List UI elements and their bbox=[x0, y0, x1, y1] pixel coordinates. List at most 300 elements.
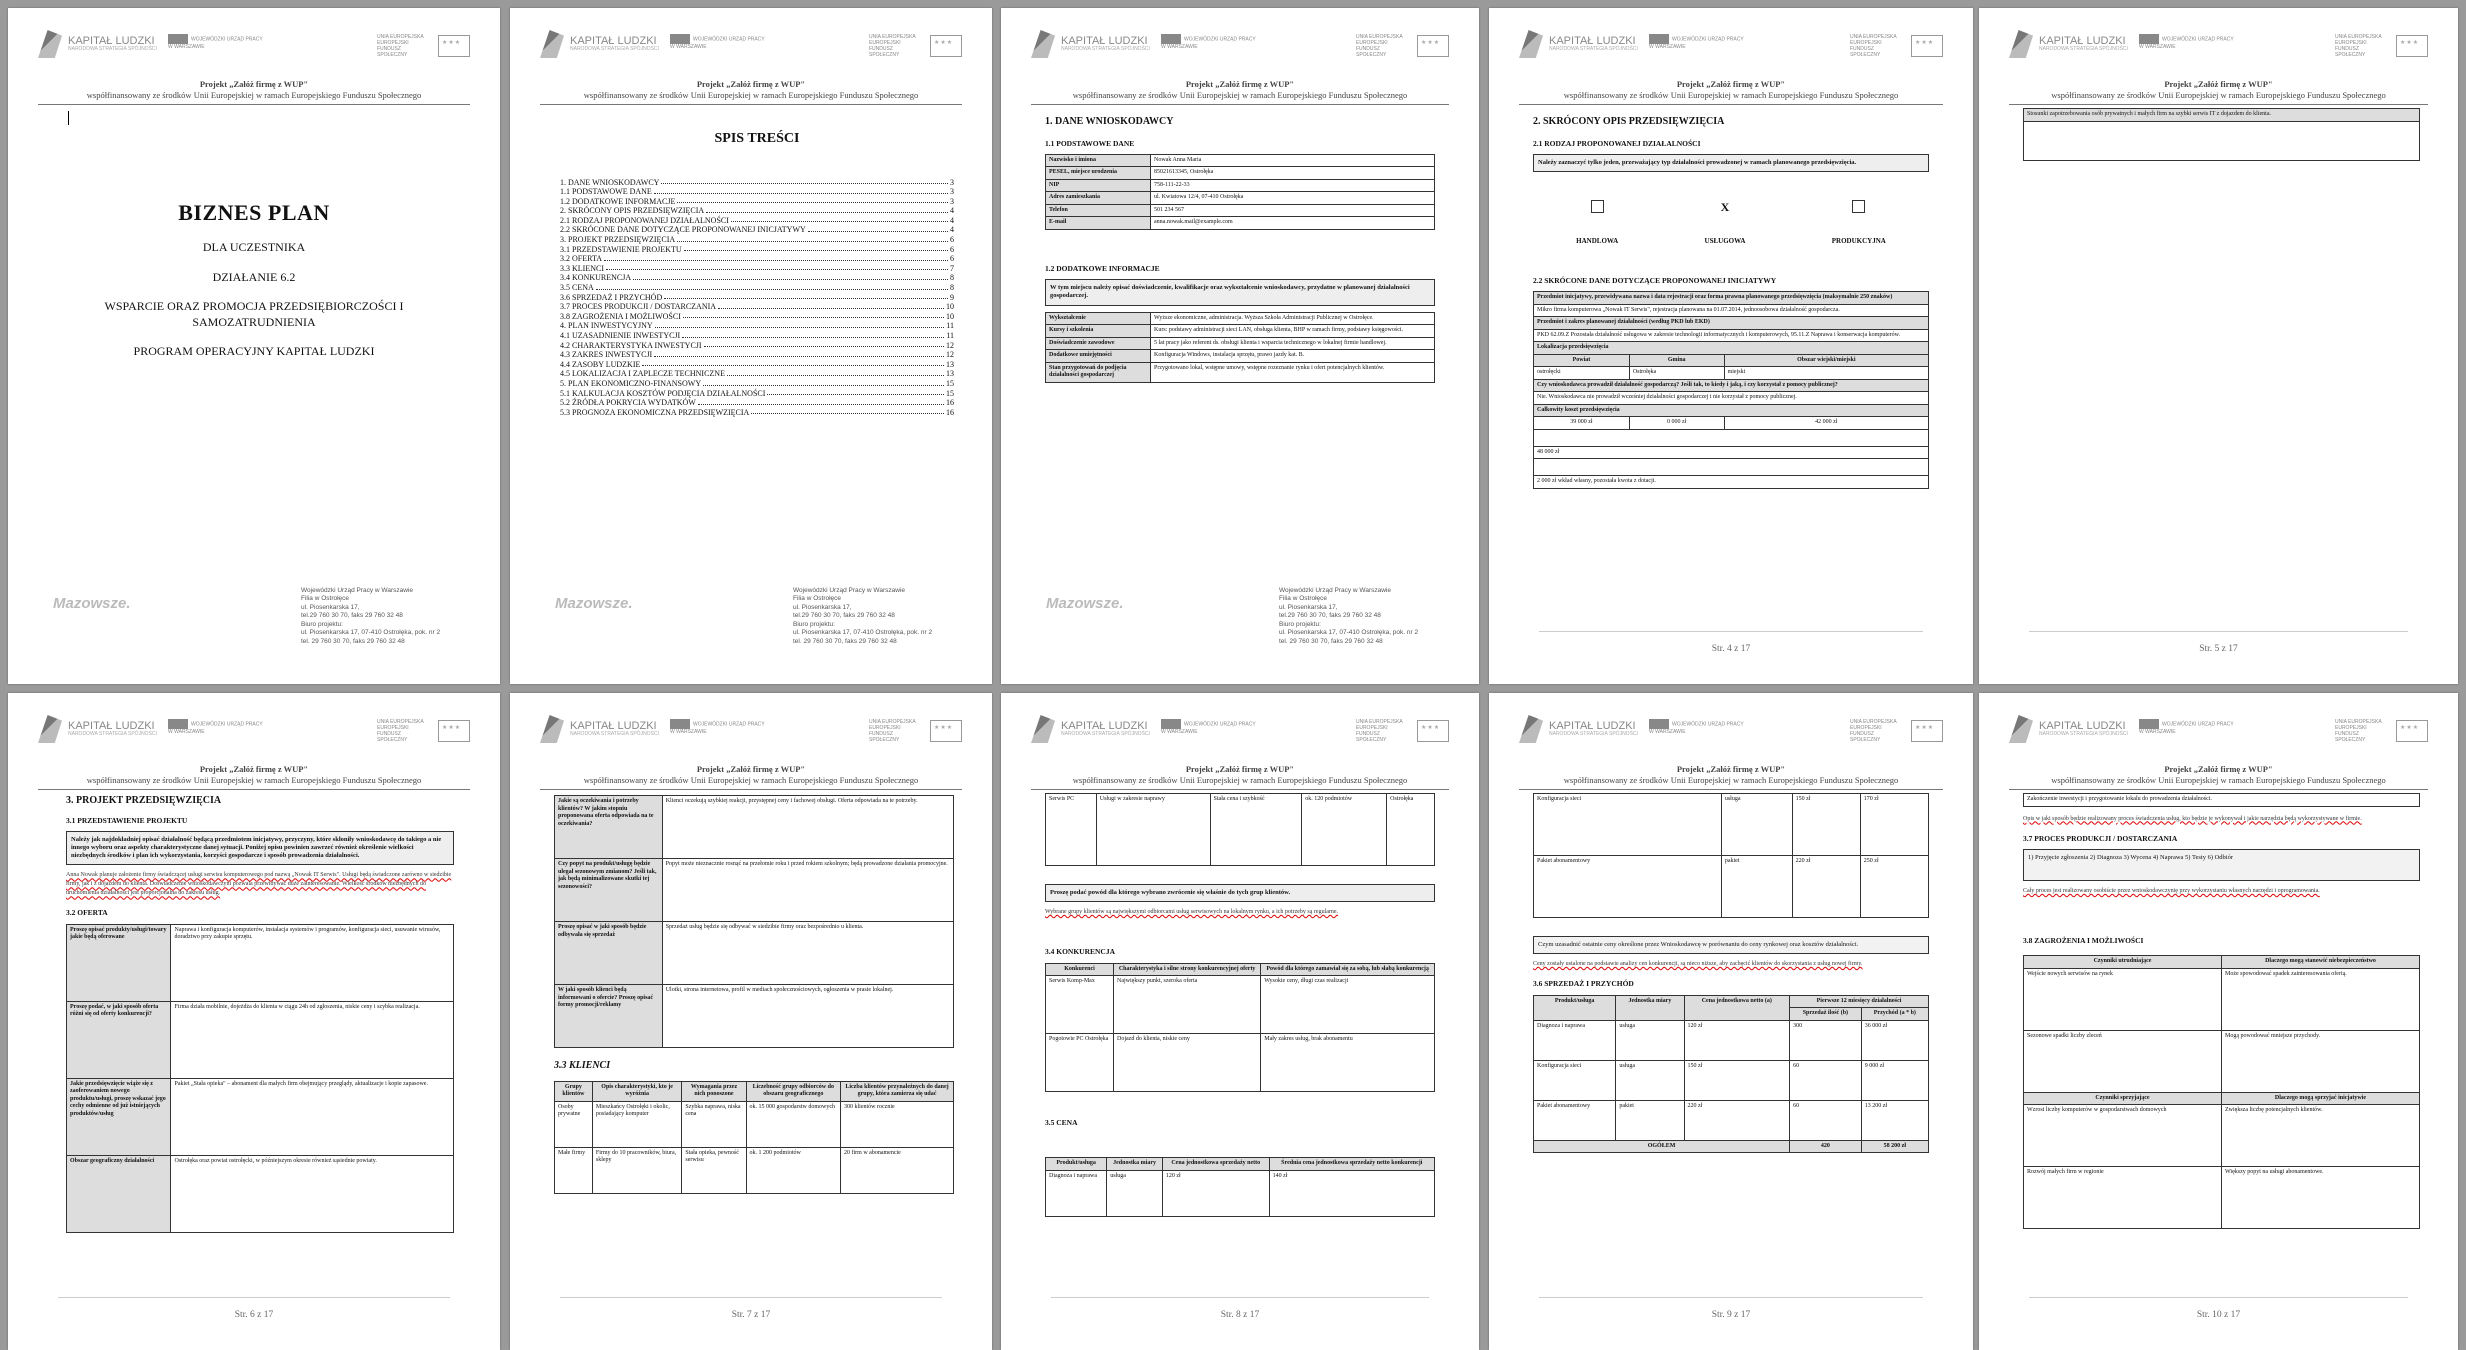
table-cell[interactable]: Wejście nowych serwisów na rynek bbox=[2024, 968, 2222, 1030]
row-label: Jakie przedsięwzięcie wiąże się z zaoferowaniem nowego produktu/usługi, proszę wskazać jego cechy odmienne od już istniejących produktów/usług bbox=[67, 1078, 171, 1155]
wup-logo bbox=[168, 34, 263, 50]
total-revenue[interactable]: 58 200 zł bbox=[1861, 1140, 1928, 1153]
toc-entry[interactable] bbox=[560, 312, 954, 322]
toc-leader bbox=[767, 389, 944, 396]
eu-logo-text: UNIA EUROPEJSKA EUROPEJSKI FUNDUSZ SPOŁECZNY bbox=[1356, 719, 1403, 743]
threats-table bbox=[2023, 955, 2420, 1229]
document-page-4[interactable] bbox=[1489, 8, 1973, 684]
eu-flag-icon bbox=[438, 720, 470, 742]
header-rule bbox=[540, 104, 962, 105]
toc-leader bbox=[706, 206, 948, 213]
eu-flag-icon bbox=[2396, 720, 2428, 742]
column-header: Grupy klientów bbox=[555, 1081, 593, 1101]
table-cell[interactable]: Ostrołęka bbox=[1387, 794, 1435, 866]
additional-info-table bbox=[1045, 312, 1435, 383]
table-cell[interactable]: Firmy do 10 pracowników, biura, sklepy bbox=[592, 1147, 682, 1193]
table-cell[interactable]: 36 000 zł bbox=[1861, 1020, 1928, 1060]
table-cell[interactable]: Stosunki zapotrzebowania osób prywatnych i małych firm na szybki serwis IT z dojazdem do klienta. bbox=[2024, 109, 2420, 122]
toc-entry[interactable] bbox=[560, 264, 954, 274]
toc-entry[interactable] bbox=[560, 197, 954, 207]
subsection-heading: 2.2 SKRÓCONE DANE DOTYCZĄCE PROPONOWANEJ INICJATYWY bbox=[1533, 275, 1777, 285]
kl-logo-subtext: NARODOWA STRATEGIA SPÓJNOŚCI bbox=[2039, 46, 2128, 53]
table-cell[interactable]: Pogotowie PC Ostrołęka bbox=[1046, 1034, 1114, 1092]
table-cell[interactable]: Stała cena i szybkość bbox=[1210, 794, 1302, 866]
table-cell[interactable]: Większy popyt na usługi abonamentowe. bbox=[2222, 1167, 2420, 1229]
page-content bbox=[1533, 793, 1929, 1153]
table-cell[interactable]: Dojazd do klienta, niskie ceny bbox=[1114, 1034, 1261, 1092]
table-cell[interactable]: ok. 120 podmiotów bbox=[1302, 794, 1387, 866]
table-cell[interactable]: pakiet bbox=[1721, 856, 1792, 918]
toc-entry[interactable] bbox=[560, 254, 954, 264]
document-page-9[interactable] bbox=[1489, 693, 1973, 1350]
row-value[interactable]: Firma działa mobilnie, dojeżdża do klienta w ciągu 24h od zgłoszenia, niskie ceny i szybka realizacja. bbox=[171, 1001, 454, 1078]
kl-logo-icon bbox=[540, 715, 564, 743]
total-quantity[interactable]: 420 bbox=[1790, 1140, 1862, 1153]
kl-logo-icon bbox=[1031, 715, 1055, 743]
question-cell: Całkowity koszt przedsięwzięcia bbox=[1534, 404, 1929, 417]
table-cell[interactable]: Wzrost liczby komputerów w gospodarstwach domowych bbox=[2024, 1105, 2222, 1167]
row-label: Proszę podać, w jaki sposób oferta różni się od oferty konkurencji? bbox=[67, 1001, 171, 1078]
instruction-box: Czym uzasadnić ostatnie ceny określone przez Wnioskodawcę w porównaniu do ceny rynkowej oraz kosztów działalności. bbox=[1533, 936, 1929, 954]
table-cell[interactable]: 300 bbox=[1790, 1020, 1862, 1060]
toc-entry[interactable] bbox=[560, 283, 954, 293]
checkbox-icon[interactable] bbox=[1591, 200, 1604, 213]
toc-entry-title: 3.5 CENA bbox=[560, 283, 594, 293]
wup-logo-text: WOJEWÓDZKI URZĄD PRACY W WARSZAWIE bbox=[1649, 721, 1744, 735]
toc-entry[interactable] bbox=[560, 350, 954, 360]
process-box[interactable]: 1) Przyjęcie zgłoszenia 2) Diagnoza 3) Wycena 4) Naprawa 5) Testy 6) Odbiór bbox=[2023, 849, 2420, 881]
header-rule bbox=[2009, 789, 2428, 790]
instruction-box: W tym miejscu należy opisać doświadczenie, kwalifikacje oraz wykształcenie wnioskodawcy, przydatne w planowanej działalności gospodarczej. bbox=[1045, 279, 1435, 305]
page-header bbox=[1519, 715, 1943, 789]
toc-leader bbox=[683, 312, 944, 319]
answer-cell[interactable]: 2 000 zł wkład własny, pozostała kwota z dotacji. bbox=[1534, 476, 1929, 489]
eu-logo-text: UNIA EUROPEJSKA EUROPEJSKI FUNDUSZ SPOŁECZNY bbox=[1356, 34, 1403, 58]
table-cell[interactable]: Ostrołęka bbox=[1629, 367, 1724, 380]
page-header bbox=[1031, 715, 1449, 789]
row-label: Doświadczenie zawodowe bbox=[1046, 337, 1151, 350]
column-header: Pierwsze 12 miesięcy działalności bbox=[1790, 995, 1929, 1008]
eu-flag-icon bbox=[1911, 35, 1943, 57]
toc-entry[interactable] bbox=[560, 360, 954, 370]
table-row bbox=[2024, 968, 2420, 1030]
kl-logo-subtext: NARODOWA STRATEGIA SPÓJNOŚCI bbox=[68, 46, 157, 53]
toc-page-number: 10 bbox=[946, 302, 954, 312]
toc-leader bbox=[684, 245, 948, 252]
toc-page-number: 4 bbox=[950, 215, 954, 225]
kl-logo-text: KAPITAŁ LUDZKI bbox=[68, 34, 155, 47]
table-cell[interactable]: 140 zł bbox=[1269, 1170, 1434, 1216]
column-header: Gmina bbox=[1629, 354, 1724, 367]
row-value[interactable]: Popyt może nieznacznie rosnąć na przełomie roku i przed rokiem szkolnym; będą prowadzone działania promocyjne. bbox=[662, 859, 953, 922]
table-cell[interactable]: Usługi w zakresie naprawy bbox=[1096, 794, 1210, 866]
table-cell[interactable]: usługa bbox=[1616, 1060, 1684, 1100]
table-cell[interactable]: Zwiększa liczbę potencjalnych klientów. bbox=[2222, 1105, 2420, 1167]
continuation-table bbox=[2023, 108, 2420, 161]
table-cell[interactable]: 120 zł bbox=[1684, 1020, 1790, 1060]
kapital-ludzki-logo bbox=[1031, 30, 1150, 58]
toc-leader bbox=[655, 321, 945, 328]
table-cell[interactable]: ostrołęcki bbox=[1534, 367, 1630, 380]
toc-leader bbox=[731, 216, 948, 223]
answer-cell[interactable]: 48 000 zł bbox=[1534, 446, 1929, 459]
header-rule bbox=[2009, 104, 2428, 105]
document-page-7[interactable] bbox=[510, 693, 992, 1350]
row-value[interactable]: Nowak Anna Maria bbox=[1151, 154, 1435, 167]
row-value[interactable]: Wyższe ekonomiczne, administracja. Wyższa Szkoła Administracji Publicznej w Ostrołęce. bbox=[1151, 312, 1435, 325]
row-value[interactable]: Ulotki, strona internetowa, profil w mediach społecznościowych, ogłoszenia w prasie lokalnej. bbox=[662, 985, 953, 1048]
document-page-5[interactable] bbox=[1979, 8, 2458, 684]
eu-logo bbox=[1356, 719, 1449, 743]
toc-entry[interactable] bbox=[560, 293, 954, 303]
table-cell[interactable]: 0 000 zł bbox=[1629, 417, 1724, 430]
toc-leader bbox=[661, 178, 948, 185]
eu-flag-icon bbox=[438, 35, 470, 57]
option-label: HANDLOWA bbox=[1576, 237, 1619, 245]
subtitle-1: DLA UCZESTNIKA bbox=[202, 240, 306, 254]
table-row bbox=[67, 1001, 454, 1078]
toc-entry-title: 2.1 RODZAJ PROPONOWANEJ DZIAŁALNOŚCI bbox=[560, 215, 729, 225]
table-cell[interactable]: 42 000 zł bbox=[1724, 417, 1928, 430]
subtitle-2: DZIAŁANIE 6.2 bbox=[212, 269, 296, 284]
table-cell[interactable]: Największy punkt, szeroka oferta bbox=[1114, 976, 1261, 1034]
eu-logo-text: UNIA EUROPEJSKA EUROPEJSKI FUNDUSZ SPOŁECZNY bbox=[2335, 719, 2382, 743]
table-row bbox=[1046, 976, 1435, 1034]
spellcheck-text[interactable]: Cały proces jest realizowany osobiście przez wnioskodawczynię przy wykorzystaniu własnych narzędzi i oprogramowania. bbox=[2023, 887, 2320, 894]
table-cell[interactable]: usługa bbox=[1721, 794, 1792, 856]
kl-logo-text: KAPITAŁ LUDZKI bbox=[1549, 719, 1636, 732]
toc-entry[interactable] bbox=[560, 369, 954, 379]
table-cell[interactable]: Rozwój małych firm w regionie bbox=[2024, 1167, 2222, 1229]
eu-logo-text: UNIA EUROPEJSKA EUROPEJSKI FUNDUSZ SPOŁECZNY bbox=[869, 719, 916, 743]
row-label: Czy popyt na produkt/usługę będzie ulegał sezonowym zmianom? Jeśli tak, jak będą minimalizowane skutki tej sezonowości? bbox=[555, 859, 663, 922]
page-header bbox=[540, 715, 962, 789]
table-cell[interactable]: 60 bbox=[1790, 1100, 1862, 1140]
row-value[interactable]: Konfiguracja Windows, instalacja sprzętu, prawo jazdy kat. B. bbox=[1151, 350, 1435, 363]
office-address: Wojewódzki Urząd Pracy w Warszawie Filia w Ostrołęce ul. Piosenkarska 17, tel.29 760 30 70, faks 29 760 32 48 Biuro projektu: ul. Piosenkarska 17, 07-410 Ostrołęka, pok. nr 2 tel. 29 760 30 70, faks 29 760 32 48 bbox=[793, 586, 933, 645]
toc-page-number: 16 bbox=[946, 407, 954, 417]
page-header bbox=[38, 715, 470, 789]
eu-logo-text: UNIA EUROPEJSKA EUROPEJSKI FUNDUSZ SPOŁECZNY bbox=[869, 34, 916, 58]
option-handlowa[interactable] bbox=[1576, 200, 1618, 246]
instruction-box: Proszę podać powód dla którego wybrano zwrócenie się właśnie do tych grup klientów. bbox=[1045, 884, 1435, 902]
table-cell[interactable]: usługa bbox=[1107, 1170, 1163, 1216]
table-cell[interactable]: Konfiguracja sieci bbox=[1534, 794, 1722, 856]
table-row bbox=[555, 1101, 954, 1147]
footer-rule bbox=[58, 1297, 450, 1298]
column-header: Średnia cena jednostkowa sprzedaży netto konkurencji bbox=[1269, 1158, 1434, 1171]
toc-leader bbox=[751, 408, 944, 415]
table-cell[interactable]: Mieszkańcy Ostrołęki i okolic, posiadający komputer bbox=[592, 1101, 682, 1147]
row-value[interactable]: Klienci oczekują szybkiej reakcji, przystępnej ceny i fachowej obsługi. Oferta odpowiada na te potrzeby. bbox=[662, 796, 953, 859]
eu-logo bbox=[2335, 34, 2428, 58]
row-value[interactable]: 85021613345, Ostrołęka bbox=[1151, 167, 1435, 180]
table-row bbox=[1046, 350, 1435, 363]
document-page-6[interactable] bbox=[8, 693, 500, 1350]
table-cell[interactable]: pakiet bbox=[1616, 1100, 1684, 1140]
row-value[interactable]: Sprzedaż usług będzie się odbywać w siedzibie firmy oraz bezpośrednio u klienta. bbox=[662, 922, 953, 985]
column-header: Czynniki utrudniające bbox=[2024, 956, 2222, 969]
row-value[interactable]: 758-111-22-33 bbox=[1151, 179, 1435, 192]
table-cell[interactable]: Diagnoza i naprawa bbox=[1534, 1020, 1616, 1060]
answer-cell[interactable]: PKD 62.09.Z Pozostała działalność usługowa w zakresie technologii informatycznych i komputerowych, 95.11.Z Naprawa i konserwacja komputerów. bbox=[1534, 329, 1929, 342]
document-page-2[interactable] bbox=[510, 8, 992, 684]
option-uslugowa[interactable] bbox=[1705, 200, 1746, 246]
toc-entry[interactable] bbox=[560, 273, 954, 283]
table-cell[interactable]: Wysokie ceny, długi czas realizacji bbox=[1261, 976, 1435, 1034]
table-cell[interactable]: 120 zł bbox=[1162, 1170, 1269, 1216]
toc-entry[interactable] bbox=[560, 341, 954, 351]
toc-entry[interactable] bbox=[560, 321, 954, 331]
wup-logo-text: WOJEWÓDZKI URZĄD PRACY W WARSZAWIE bbox=[168, 36, 263, 50]
row-value[interactable]: Przygotowano lokal, wstępne umowy, wstępne rozeznanie rynku i ofert potencjalnych klientów. bbox=[1151, 362, 1435, 382]
toc-entry[interactable] bbox=[560, 206, 954, 216]
toc-entry[interactable] bbox=[560, 302, 954, 312]
column-header: Obszar wiejski/miejski bbox=[1724, 354, 1928, 367]
table-cell[interactable]: 300 klientów rocznie bbox=[841, 1101, 954, 1147]
project-caption: Projekt „Załóż firmę z WUP" współfinansowany ze środków Unii Europejskiej w ramach Europejskiego Funduszu Społecznego bbox=[1563, 764, 1899, 785]
table-cell[interactable]: Mały zakres usług, brak abonamentu bbox=[1261, 1034, 1435, 1092]
table-cell[interactable]: miejski bbox=[1724, 367, 1928, 380]
column-header: Cena jednostkowa netto (a) bbox=[1684, 995, 1790, 1020]
document-page-3[interactable] bbox=[1001, 8, 1479, 684]
table-cell[interactable]: 13 200 zł bbox=[1861, 1100, 1928, 1140]
page-header bbox=[2009, 715, 2428, 789]
row-value[interactable]: 5 lat pracy jako referent ds. obsługi klienta i wsparcia technicznego w lokalnej firmie handlowej. bbox=[1151, 337, 1435, 350]
column-header: Dlaczego mogą stanowić niebezpieczeństwo bbox=[2222, 956, 2420, 969]
table-cell[interactable]: ok. 15 000 gospodarstw domowych bbox=[746, 1101, 840, 1147]
toc-leader bbox=[664, 293, 948, 300]
clients-questions-table bbox=[554, 795, 954, 1048]
toc-leader bbox=[808, 225, 948, 232]
table-cell[interactable]: 150 zł bbox=[1792, 794, 1860, 856]
table-row bbox=[1046, 337, 1435, 350]
row-value[interactable]: Ostrołęka oraz powiat ostrołęcki, w późniejszym okresie również sąsiednie powiaty. bbox=[171, 1155, 454, 1232]
toc-entry[interactable] bbox=[560, 389, 954, 399]
document-page-8[interactable] bbox=[1001, 693, 1479, 1350]
project-caption: Projekt „Załóż firmę z WUP" współfinansowany ze środków Unii Europejskiej w ramach Europejskiego Funduszu Społecznego bbox=[86, 764, 422, 785]
table-cell[interactable]: 250 zł bbox=[1860, 856, 1928, 918]
subsection-heading: 3.6 SPRZEDAŻ I PRZYCHÓD bbox=[1533, 979, 1634, 989]
subsection-heading: 3.8 ZAGROŻENIA I MOŻLIWOŚCI bbox=[2023, 935, 2144, 945]
answer-cell[interactable]: Nie. Wnioskodawca nie prowadził wcześniej działalności gospodarczej i nie korzystał z pomocy publicznej. bbox=[1534, 392, 1929, 405]
toc-entry[interactable] bbox=[560, 379, 954, 389]
toc-page-number: 11 bbox=[946, 321, 954, 331]
toc-entry-title: 4. PLAN INWESTYCYJNY bbox=[560, 321, 653, 331]
toc-entry[interactable] bbox=[560, 331, 954, 341]
table-cell[interactable]: ok. 1 200 podmiotów bbox=[746, 1147, 840, 1193]
page-content bbox=[1045, 112, 1435, 383]
table-row bbox=[1046, 217, 1435, 230]
page-number: Str. 7 z 17 bbox=[731, 1310, 771, 1320]
table-cell[interactable]: Serwis PC bbox=[1046, 794, 1097, 866]
instruction-box: Należy zaznaczyć tylko jeden, przeważający typ działalności prowadzonej w ramach planowanego przedsięwzięcia. bbox=[1533, 154, 1929, 172]
instruction-box: Należy jak najdokładniej opisać działalność będącą przedmiotem inicjatywy, przyczyny, które skłoniły wnioskodawcę do takiego a nie innego wyboru oraz aspekty charakterystyczne danej sytuacji. Poniżej opisu powinien zawrzeć również określenie wielkości niezbędnych środków i plan ich wykorzystania, korzyści gospodarcze i sposób prowadzenia działalności. bbox=[66, 831, 454, 865]
kl-logo-icon bbox=[540, 30, 564, 58]
page-content bbox=[1045, 793, 1435, 1217]
row-label: Wykształcenie bbox=[1046, 312, 1151, 325]
table-cell[interactable]: 39 000 zł bbox=[1534, 417, 1630, 430]
table-cell[interactable]: Małe firmy bbox=[555, 1147, 593, 1193]
toc-entry-title: 2. SKRÓCONY OPIS PRZEDSIĘWZIĘCIA bbox=[560, 206, 705, 216]
kl-logo-subtext: NARODOWA STRATEGIA SPÓJNOŚCI bbox=[68, 731, 157, 738]
page-content bbox=[2023, 108, 2420, 161]
row-label: Jakie są oczekiwania i potrzeby klientów? W jakim stopniu proponowana oferta odpowiada na te oczekiwania? bbox=[555, 796, 663, 859]
table-row bbox=[2024, 1105, 2420, 1167]
table-cell[interactable]: 9 000 zł bbox=[1861, 1060, 1928, 1100]
kl-logo-icon bbox=[2009, 715, 2033, 743]
subsection-heading: 1.1 PODSTAWOWE DANE bbox=[1045, 138, 1135, 148]
table-cell[interactable]: 150 zł bbox=[1684, 1060, 1790, 1100]
table-cell[interactable]: Serwis Komp-Max bbox=[1046, 976, 1114, 1034]
toc-page-number: 8 bbox=[950, 273, 954, 283]
table-row bbox=[555, 859, 954, 922]
row-value[interactable]: ul. Kwiatowa 12/4, 07-410 Ostrołęka bbox=[1151, 192, 1435, 205]
toc-leader bbox=[606, 264, 948, 271]
footer-rule bbox=[1539, 1297, 1923, 1298]
wup-logo bbox=[2139, 34, 2234, 50]
column-header: Powiat bbox=[1534, 354, 1630, 367]
table-row bbox=[1046, 167, 1435, 180]
kapital-ludzki-logo bbox=[1031, 715, 1150, 743]
continuation-table bbox=[2023, 793, 2420, 807]
footer-rule bbox=[1051, 1297, 1429, 1298]
toc-entry[interactable] bbox=[560, 245, 954, 255]
table-cell[interactable]: usługa bbox=[1616, 1020, 1684, 1060]
table-cell[interactable]: Konfiguracja sieci bbox=[1534, 1060, 1616, 1100]
table-row bbox=[1534, 1020, 1929, 1060]
toc-page-number: 4 bbox=[950, 225, 954, 235]
price-table bbox=[1045, 1157, 1435, 1217]
column-header: Cena jednostkowa sprzedaży netto bbox=[1162, 1158, 1269, 1171]
kl-logo-text: KAPITAŁ LUDZKI bbox=[570, 719, 657, 732]
toc-entry-title: 1. DANE WNIOSKODAWCY bbox=[560, 177, 660, 187]
row-value[interactable]: Pakiet „Stała opieka" – abonament dla małych firm obejmujący przeglądy, aktualizacje i kopie zapasowe. bbox=[171, 1078, 454, 1155]
eu-flag-icon bbox=[930, 35, 962, 57]
spellcheck-text[interactable]: Anna Nowak planuje założenie firmy świadczącej usługi serwisu komputerowego pod nazwą „Nowak IT Serwis". Usługi będą świadczone zarówno w siedzibie firmy, jak i z dojazdem do klienta. Doświadczenie wnioskodawczyni pozwala przewidywać duże zainteresowanie. Wielkość środków niezbędnych do uruchomienia działalności jest proporcjonalna do zakresu usług. bbox=[66, 872, 452, 897]
wup-logo-text: WOJEWÓDZKI URZĄD PRACY W WARSZAWIE bbox=[2139, 721, 2234, 735]
wup-logo bbox=[168, 719, 263, 735]
table-row bbox=[1046, 362, 1435, 382]
table-cell[interactable]: Zakończenie inwestycji i przygotowanie lokalu do prowadzenia działalności. bbox=[2024, 794, 2420, 807]
empty-cell[interactable] bbox=[1534, 429, 1929, 446]
table-cell[interactable]: 220 zł bbox=[1684, 1100, 1790, 1140]
page-number: Str. 9 z 17 bbox=[1711, 1310, 1751, 1320]
toc-page-number: 13 bbox=[946, 369, 954, 379]
x-mark-icon[interactable]: X bbox=[1720, 200, 1730, 214]
table-row bbox=[555, 796, 954, 859]
kl-logo-icon bbox=[2009, 30, 2033, 58]
row-value[interactable]: Kurs: podstawy administracji sieci LAN, obsługa klienta, BHP w ramach firmy, podstawy księgowości. bbox=[1151, 325, 1435, 338]
subsection-heading: 3.4 KONKURENCJA bbox=[1045, 947, 1116, 957]
table-cell[interactable]: 220 zł bbox=[1792, 856, 1860, 918]
eu-logo bbox=[869, 719, 962, 743]
spellcheck-text[interactable]: Ceny zostały ustalone na podstawie analizy cen konkurencji, są nieco niższe, aby zachęcić klientów do skorzystania z usług nowej firmy. bbox=[1533, 961, 1863, 968]
row-value[interactable]: Naprawa i konfiguracja komputerów, instalacja systemów i programów, konfiguracja sieci, usuwanie wirusów, doradztwo przy zakupie sprzętu. bbox=[171, 924, 454, 1001]
table-cell[interactable]: Pakiet abonamentowy bbox=[1534, 856, 1722, 918]
empty-cell[interactable] bbox=[1534, 459, 1929, 476]
toc-leader bbox=[596, 283, 948, 290]
option-produkcyjna[interactable] bbox=[1832, 200, 1886, 246]
project-caption: Projekt „Załóż firmę z WUP" współfinansowany ze środków Unii Europejskiej w ramach Europejskiego Funduszu Społecznego bbox=[1072, 764, 1408, 785]
toc-entry-title: 5.3 PROGNOZA EKONOMICZNA PRZEDSIĘWZIĘCIA bbox=[560, 407, 750, 417]
eu-flag-icon bbox=[2396, 35, 2428, 57]
toc-page-number: 15 bbox=[946, 378, 954, 388]
toc-page-number: 12 bbox=[946, 340, 954, 350]
table-cell[interactable]: 60 bbox=[1790, 1060, 1862, 1100]
row-value[interactable]: 501 234 567 bbox=[1151, 204, 1435, 217]
page-content bbox=[2023, 793, 2420, 1229]
project-caption: Projekt „Załóż firmę z WUP" współfinansowany ze środków Unii Europejskiej w ramach Europejskiego Funduszu Społecznego bbox=[2051, 79, 2386, 100]
toc-entry-title: 3.2 OFERTA bbox=[560, 254, 602, 264]
column-header: Produkt/usługa bbox=[1534, 995, 1616, 1020]
toc-entry[interactable] bbox=[560, 187, 954, 197]
subsection-heading: 3.2 OFERTA bbox=[66, 908, 108, 918]
table-cell[interactable]: Pakiet abonamentowy bbox=[1534, 1100, 1616, 1140]
toc-entry[interactable] bbox=[560, 408, 954, 418]
header-rule bbox=[540, 789, 962, 790]
project-caption: Projekt „Załóż firmę z WUP" współfinansowany ze środków Unii Europejskiej w ramach Europejskiego Funduszu Społecznego bbox=[86, 79, 422, 100]
table-cell[interactable]: Diagnoza i naprawa bbox=[1046, 1170, 1107, 1216]
document-page-1[interactable] bbox=[8, 8, 500, 684]
table-cell[interactable]: Osoby prywatne bbox=[555, 1101, 593, 1147]
page-number: Str. 10 z 17 bbox=[2196, 1310, 2241, 1320]
row-label: Proszę opisać w jaki sposób będzie odbywała się sprzedaż bbox=[555, 922, 663, 985]
table-cell[interactable]: Stała opieka, pewność serwisu bbox=[682, 1147, 746, 1193]
toc-entry-title: 4.3 ZAKRES INWESTYCJI bbox=[560, 350, 653, 360]
wup-logo bbox=[1649, 719, 1744, 735]
table-cell[interactable]: Może spowodować spadek zainteresowania ofertą. bbox=[2222, 968, 2420, 1030]
document-page-10[interactable] bbox=[1979, 693, 2458, 1350]
toc-entry-title: 4.4 ZASOBY LUDZKIE bbox=[560, 359, 641, 369]
toc-leader bbox=[704, 341, 944, 348]
table-row bbox=[555, 922, 954, 985]
row-label: E-mail bbox=[1046, 217, 1151, 230]
table-cell[interactable]: Sezonowe spadki liczby zleceń bbox=[2024, 1030, 2222, 1092]
table-cell[interactable]: Szybka naprawa, niska cena bbox=[682, 1101, 746, 1147]
row-label: Dodatkowe umiejętności bbox=[1046, 350, 1151, 363]
toc-entry-title: 3. PROJEKT PRZEDSIĘWZIĘCIA bbox=[560, 235, 676, 245]
toc-page-number: 6 bbox=[950, 254, 954, 264]
sales-table bbox=[1533, 995, 1929, 1154]
table-cell[interactable]: 170 zł bbox=[1860, 794, 1928, 856]
row-label: Proszę opisać produkty/usługi/towary jakie będą oferowane bbox=[67, 924, 171, 1001]
checkbox-icon[interactable] bbox=[1852, 200, 1865, 213]
toc-entry-title: 5. PLAN EKONOMICZNO-FINANSOWY bbox=[560, 378, 702, 388]
spellcheck-text[interactable]: Opis w jaki sposób będzie realizowany proces świadczenia usług, kto będzie je wykonywał i jakie narzędzia będą wykorzystywane w firmie. bbox=[2023, 815, 2362, 822]
table-cell[interactable]: 20 firm w abonamencie bbox=[841, 1147, 954, 1193]
question-cell: Czy wnioskodawca prowadził działalność gospodarczą? Jeśli tak, to kiedy i jaką, i czy korzystał z pomocy publicznej? bbox=[1534, 379, 1929, 392]
toc-entry[interactable] bbox=[560, 225, 954, 235]
table-row bbox=[555, 985, 954, 1048]
question-cell: Przedmiot i zakres planowanej działalności (według PKD lub EKD) bbox=[1534, 317, 1929, 330]
spellcheck-text[interactable]: Wybrane grupy klientów są największymi odbiorcami usług serwisowych na lokalnym rynku, a ich potrzeby są regularne. bbox=[1045, 909, 1339, 916]
table-cell[interactable]: Mogą powodować mniejsze przychody. bbox=[2222, 1030, 2420, 1092]
competition-table bbox=[1045, 963, 1435, 1093]
row-label: Obszar geograficzny działalności bbox=[67, 1155, 171, 1232]
toc-entry[interactable] bbox=[560, 398, 954, 408]
toc-entry[interactable] bbox=[560, 235, 954, 245]
toc-list bbox=[560, 178, 954, 418]
answer-cell[interactable]: Mikro firma komputerowa „Nowak IT Serwis", rejestracja planowana na 01.07.2014, jednoosobowa działalność gospodarcza. bbox=[1534, 304, 1929, 317]
wup-logo bbox=[1161, 719, 1256, 735]
row-value[interactable]: anna.nowak.mail@example.com bbox=[1151, 217, 1435, 230]
empty-cell[interactable] bbox=[2024, 121, 2420, 160]
toc-entry[interactable] bbox=[560, 178, 954, 188]
page-header bbox=[2009, 30, 2428, 104]
toc-leader bbox=[727, 369, 944, 376]
table-row bbox=[1534, 794, 1929, 856]
